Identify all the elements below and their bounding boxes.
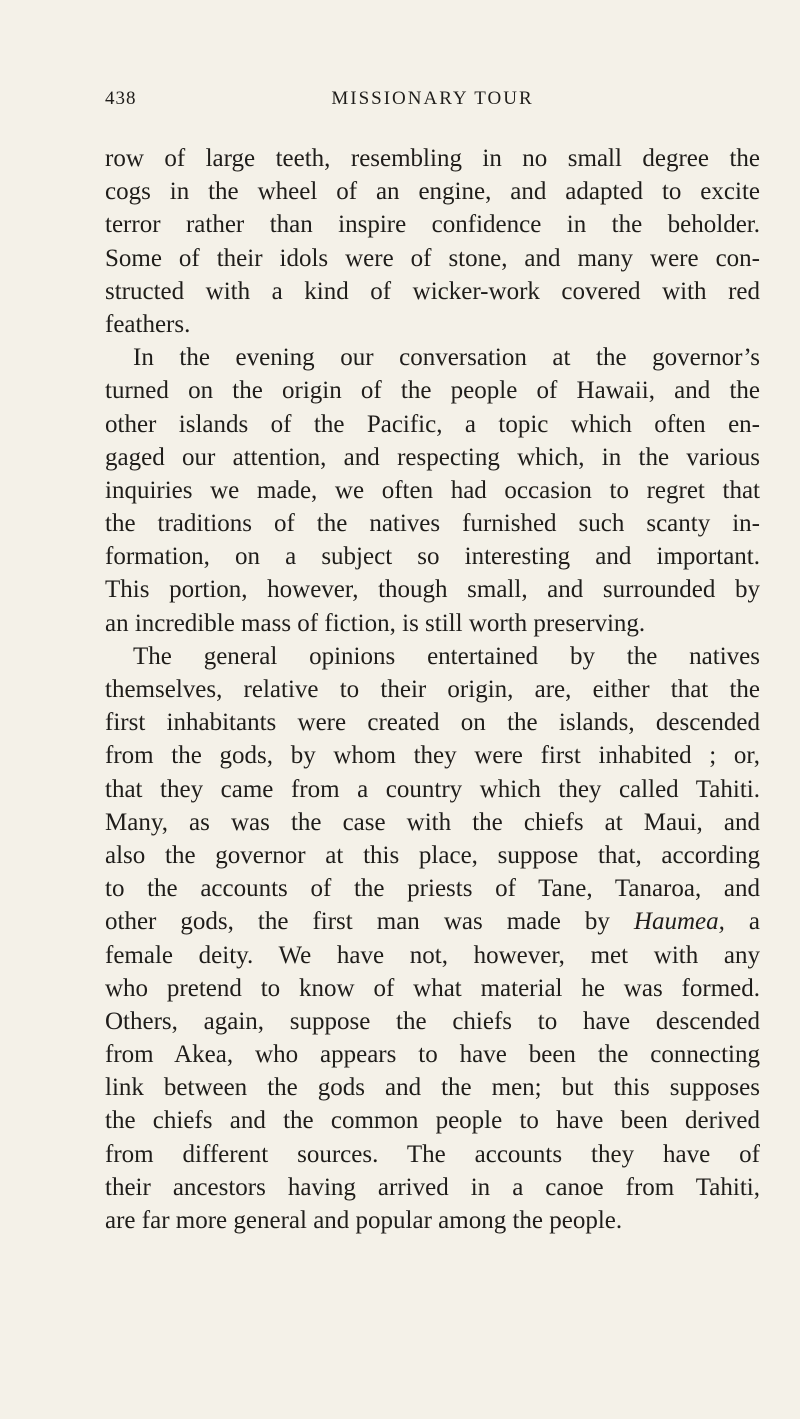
text-line: turned on the origin of the people of Hawaii, and the: [105, 377, 760, 405]
text-line: [105, 905, 760, 938]
text-line: first inhabitants were created on the islands, descended: [105, 709, 760, 737]
text-line: feathers.: [105, 310, 191, 338]
text-line: terror rather than inspire confidence in the beholder.: [105, 211, 760, 239]
text-line: female deity. We have not, however, met with any: [105, 941, 760, 969]
text-line: Some of their idols were of stone, and many were con-: [105, 244, 760, 272]
text-line: other islands of the Pacific, a topic which often en-: [105, 410, 760, 438]
text-line: are far more general and popular among the people.: [105, 1207, 623, 1234]
text-line: This portion, however, though small, and surrounded by: [105, 576, 760, 604]
italic-name: Haumea,: [633, 908, 725, 936]
text-line: The general opinions entertained by the natives: [133, 642, 760, 670]
text-line: In the evening our conversation at the governor’s: [133, 344, 760, 372]
page-number: 438: [105, 88, 137, 109]
text-line: themselves, relative to their origin, are, either that the: [105, 676, 760, 703]
text-segment: other gods, the first man was made by: [105, 908, 610, 936]
text-line: Many, as was the case with the chiefs at Maui, and: [105, 808, 760, 836]
text-line: structed with a kind of wicker-work covered with red: [105, 277, 760, 305]
text-line: cogs in the wheel of an engine, and adapted to excite: [105, 178, 760, 206]
text-line: formation, on a subject so interesting and important.: [105, 543, 760, 571]
text-line: link between the gods and the men; but this supposes: [105, 1074, 760, 1102]
text-segment: a: [748, 908, 761, 936]
text-line: the chiefs and the common people to have been derived: [105, 1107, 760, 1135]
text-line: that they came from a country which they called Tahiti.: [105, 775, 760, 803]
text-line: from different sources. The accounts they have of: [105, 1140, 760, 1168]
running-head: MISSIONARY TOUR: [331, 88, 534, 109]
text-line: gaged our attention, and respecting which, in the various: [105, 443, 760, 471]
text-line: to the accounts of the priests of Tane, Tanaroa, and: [105, 875, 760, 903]
text-line: their ancestors having arrived in a canoe from Tahiti,: [105, 1173, 760, 1201]
text-line: who pretend to know of what material he was formed.: [105, 974, 760, 1002]
page-header: [105, 88, 760, 118]
text-line: inquiries we made, we often had occasion to regret that: [105, 476, 760, 504]
text-line: from the gods, by whom they were first inhabited ; or,: [105, 742, 760, 770]
text-line: row of large teeth, resembling in no small degree the: [105, 145, 760, 172]
text-line: the traditions of the natives furnished such scanty in-: [105, 510, 760, 538]
text-line: an incredible mass of fiction, is still worth preserving.: [105, 609, 646, 637]
text-line: Others, again, suppose the chiefs to have descended: [105, 1007, 760, 1035]
text-line: from Akea, who appears to have been the connecting: [105, 1041, 760, 1069]
text-line: also the governor at this place, suppose that, according: [105, 841, 760, 869]
body-text: [105, 142, 760, 1237]
